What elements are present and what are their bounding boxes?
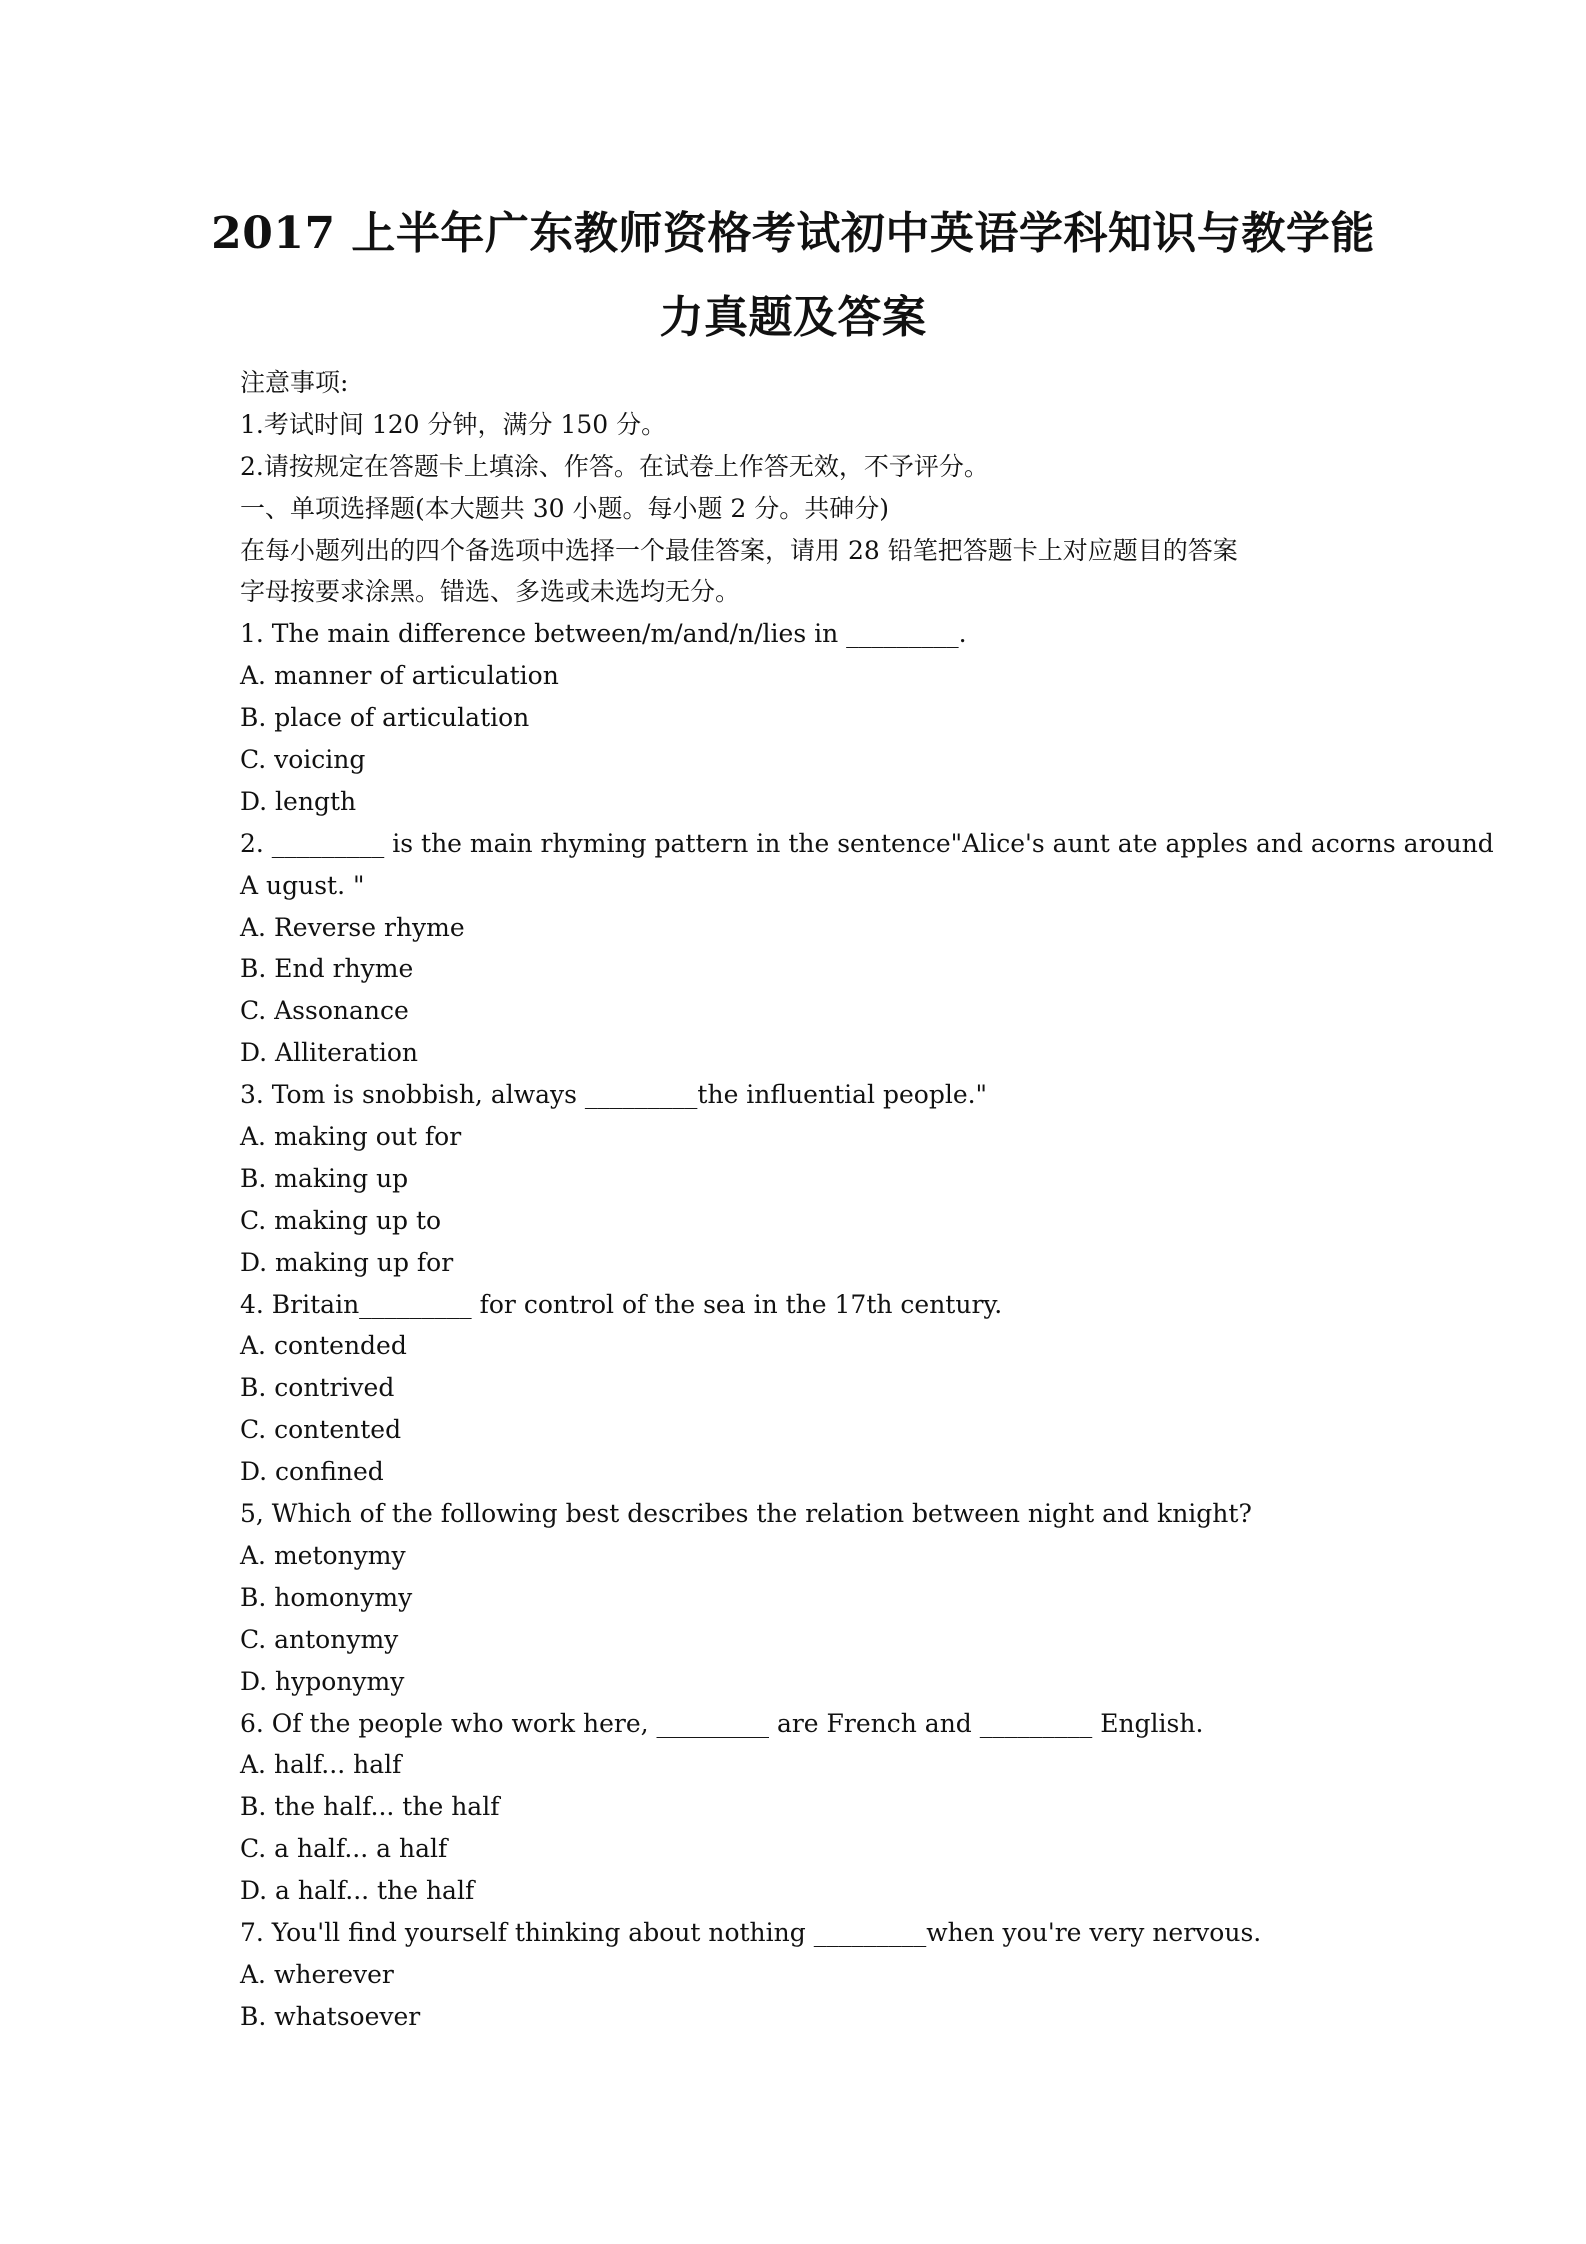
answer-option: D. hyponymy (240, 1666, 405, 1696)
answer-option: A. making out for (240, 1122, 462, 1152)
question-stem: 7. You'll find yourself thinking about nothing _________when you're very nervous. (240, 1917, 1262, 1947)
question-stem: 2. _________ is the main rhyming pattern in the sentence"Alice's aunt ate apples and acorns around (240, 828, 1494, 858)
answer-option: B. End rhyme (240, 954, 414, 984)
answer-option: A. wherever (240, 1959, 394, 1989)
document-title-line-2: 力真题及答案 (659, 292, 927, 343)
answer-option: A. contended (240, 1331, 407, 1361)
answer-option: B. contrived (240, 1373, 395, 1403)
answer-option: C. a half... a half (240, 1834, 448, 1864)
answer-option: C. antonymy (240, 1624, 399, 1654)
answer-option: D. a half... the half (240, 1876, 475, 1906)
document-title-line-1: 2017 上半年广东教师资格考试初中英语学科知识与教学能 (211, 208, 1375, 259)
question-stem: 5, Which of the following best describes the relation between night and knight? (240, 1499, 1252, 1529)
answer-option: C. contented (240, 1415, 402, 1445)
document-body (240, 362, 1494, 2038)
answer-option: A. metonymy (240, 1540, 406, 1570)
answer-option: A. half... half (240, 1750, 402, 1780)
answer-option: B. whatsoever (240, 2001, 421, 2031)
instruction-text: 字母按要求涂黑。错选、多选或未选均无分。 (240, 577, 741, 607)
question-stem: 3. Tom is snobbish, always _________the influential people." (240, 1080, 988, 1110)
question-stem: 6. Of the people who work here, _________ are French and _________ English. (240, 1708, 1204, 1738)
answer-option: A. Reverse rhyme (240, 912, 465, 942)
question-stem: 4. Britain_________ for control of the sea in the 17th century. (240, 1289, 1003, 1319)
answer-option: C. voicing (240, 745, 366, 775)
note-item: 2.请按规定在答题卡上填涂、作答。在试卷上作答无效，不予评分。 (240, 451, 989, 481)
answer-option: B. homonymy (240, 1582, 413, 1612)
note-item: 1.考试时间 120 分钟，满分 150 分。 (240, 409, 667, 439)
answer-option: D. length (240, 786, 357, 816)
answer-option: C. making up to (240, 1205, 442, 1235)
instruction-text: 在每小题列出的四个备选项中选择一个最佳答案，请用 28 铅笔把答题卡上对应题目的答案 (240, 535, 1238, 565)
question-stem-continuation: A ugust. " (240, 870, 365, 900)
answer-option: B. place of articulation (240, 703, 530, 733)
notes-heading: 注意事项: (240, 368, 349, 397)
answer-option: B. making up (240, 1163, 409, 1193)
answer-option: B. the half... the half (240, 1792, 500, 1822)
question-stem: 1. The main difference between/m/and/n/lies in _________. (240, 619, 967, 649)
section-heading: 一、单项选择题(本大题共 30 小题。每小题 2 分。共砷分) (240, 493, 890, 523)
answer-option: D. confined (240, 1457, 384, 1487)
answer-option: D. Alliteration (240, 1038, 418, 1068)
answer-option: A. manner of articulation (240, 661, 559, 691)
answer-option: D. making up for (240, 1247, 454, 1277)
answer-option: C. Assonance (240, 996, 409, 1026)
